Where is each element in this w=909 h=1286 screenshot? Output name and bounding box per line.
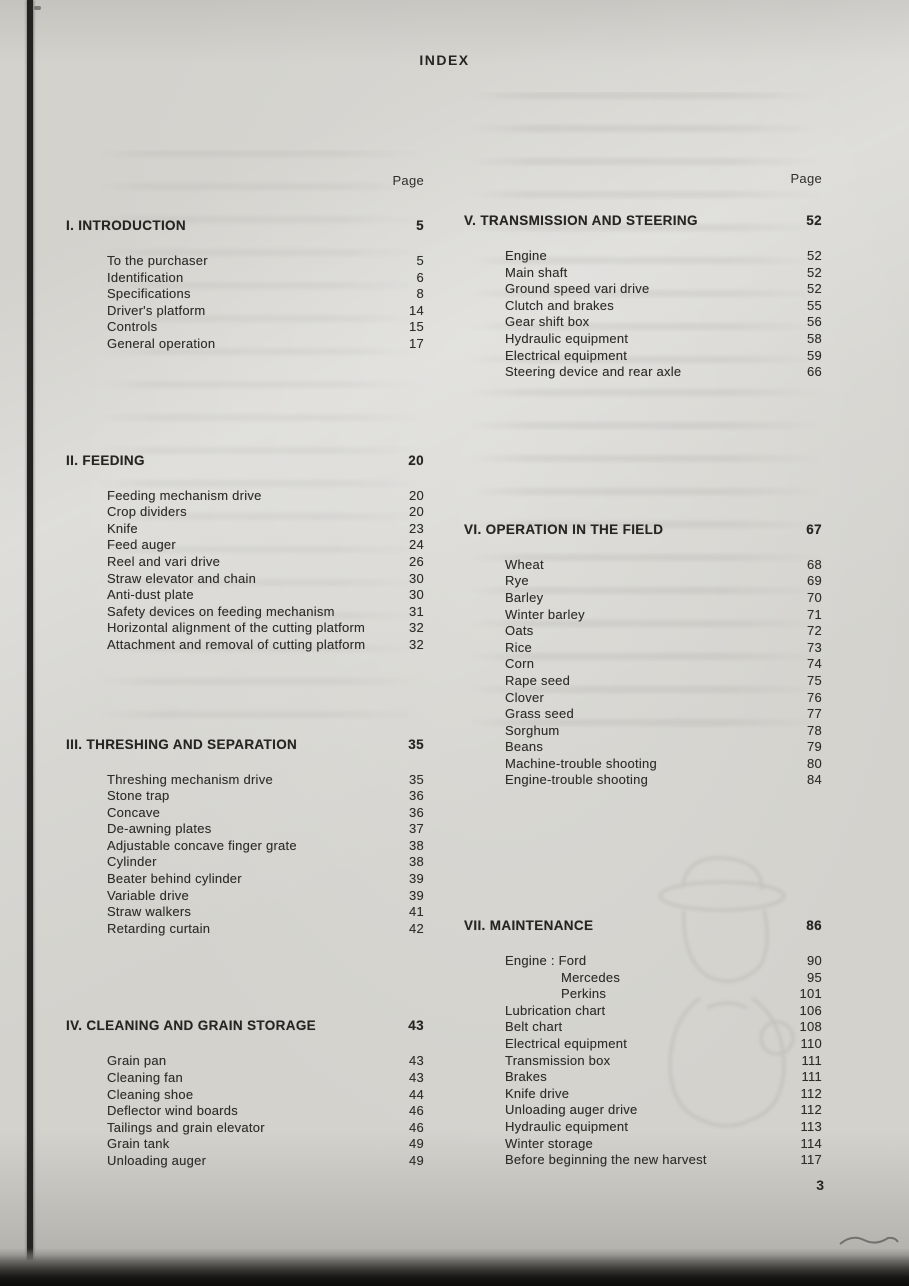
section-title: III. THRESHING AND SEPARATION — [66, 736, 298, 752]
entry-page-number: 32 — [409, 636, 424, 652]
entry-label: Winter barley — [505, 606, 585, 622]
index-entry — [464, 281, 822, 298]
entry-page-number: 106 — [799, 1002, 822, 1018]
entry-page-number: 111 — [801, 1069, 822, 1085]
entry-page-number: 31 — [409, 603, 424, 619]
index-entry — [464, 690, 822, 707]
entry-label: Feed auger — [107, 537, 176, 553]
index-entry — [464, 1136, 822, 1153]
index-entry — [66, 871, 424, 888]
index-entry — [66, 1070, 424, 1087]
entry-page-number: 112 — [800, 1085, 822, 1101]
index-entry — [66, 587, 424, 604]
index-entry — [66, 854, 424, 871]
entry-label: Barley — [505, 589, 544, 605]
index-entry — [66, 571, 424, 588]
scan-speck — [34, 6, 41, 10]
index-entry — [464, 1019, 822, 1036]
section-items — [66, 488, 424, 654]
entry-label: Feeding mechanism drive — [107, 487, 262, 503]
index-entry — [464, 364, 822, 381]
entry-page-number: 41 — [409, 904, 424, 920]
entry-label: Lubrication chart — [505, 1002, 606, 1018]
entry-page-number: 38 — [409, 837, 424, 853]
index-entry — [66, 788, 424, 805]
entry-label: Unloading auger — [107, 1153, 207, 1168]
entry-page-number: 77 — [807, 706, 822, 722]
entry-label: Attachment and removal of cutting platform — [107, 636, 366, 652]
entry-page-number: 35 — [409, 771, 424, 787]
entry-label: Steering device and rear axle — [505, 364, 682, 380]
index-entry — [464, 640, 822, 657]
index-entry — [464, 1069, 822, 1086]
index-column-right — [464, 170, 822, 1169]
entry-page-number: 111 — [801, 1052, 822, 1068]
scan-edge-bottom — [0, 1248, 909, 1286]
entry-page-number: 56 — [807, 314, 822, 330]
index-entry — [66, 1120, 424, 1137]
index-entry — [66, 1136, 424, 1153]
entry-page-number: 5 — [416, 253, 424, 268]
index-entry — [66, 488, 424, 505]
entry-page-number: 68 — [807, 556, 822, 572]
entry-label: Cleaning fan — [107, 1070, 183, 1086]
entry-label: Electrical equipment — [505, 347, 628, 363]
entry-label: Grass seed — [505, 706, 574, 722]
entry-label: Belt chart — [505, 1019, 563, 1035]
page-column-label: Page — [392, 173, 424, 188]
entry-page-number: 59 — [807, 347, 822, 363]
entry-page-number: 32 — [409, 620, 424, 636]
entry-page-number: 72 — [807, 623, 822, 639]
entry-label: Threshing mechanism drive — [107, 771, 273, 787]
entry-page-number: 46 — [409, 1119, 424, 1135]
index-entry — [464, 248, 822, 265]
index-entry — [464, 656, 822, 673]
index-entry — [464, 298, 822, 315]
entry-label: Anti-dust plate — [107, 587, 194, 603]
entry-page-number: 66 — [807, 364, 822, 380]
entry-page-number: 37 — [409, 821, 424, 837]
entry-page-number: 101 — [799, 986, 822, 1002]
entry-page-number: 71 — [807, 606, 822, 622]
entry-page-number: 112 — [800, 1102, 822, 1118]
entry-label: Cylinder — [107, 854, 157, 870]
entry-label: Clutch and brakes — [505, 297, 615, 313]
entry-label: Wheat — [505, 556, 544, 572]
entry-page-number: 15 — [409, 319, 424, 335]
entry-label: Stone trap — [107, 788, 170, 804]
section-title: VII. MAINTENANCE — [464, 918, 594, 934]
index-entry — [464, 953, 822, 970]
section-title: VI. OPERATION IN THE FIELD — [464, 521, 664, 537]
entry-page-number: 17 — [409, 335, 424, 351]
entry-label: Identification — [107, 269, 184, 285]
entry-label: Crop dividers — [107, 504, 187, 520]
index-column-left — [66, 172, 424, 1170]
index-entry — [66, 336, 424, 353]
entry-page-number: 80 — [807, 755, 822, 771]
entry-page-number: 117 — [800, 1152, 822, 1168]
entry-page-number: 30 — [409, 587, 424, 603]
entry-page-number: 43 — [409, 1053, 424, 1069]
entry-label: Winter storage — [505, 1135, 594, 1151]
entry-label: Reel and vari drive — [107, 553, 221, 569]
entry-page-number: 75 — [807, 672, 822, 688]
section-page-number: 5 — [416, 218, 424, 233]
entry-label: Beater behind cylinder — [107, 871, 242, 887]
entry-label: Retarding curtain — [107, 920, 211, 936]
section-items — [66, 1053, 424, 1169]
index-section — [66, 452, 424, 654]
entry-page-number: 73 — [807, 639, 822, 655]
entry-label: Brakes — [505, 1069, 547, 1085]
index-entry — [464, 1036, 822, 1053]
index-entry — [464, 1102, 822, 1119]
index-entry — [464, 1003, 822, 1020]
section-heading — [66, 217, 424, 234]
index-entry — [66, 504, 424, 521]
entry-page-number: 70 — [807, 589, 822, 605]
index-entry — [464, 1053, 822, 1070]
entry-label: Controls — [107, 319, 158, 335]
entry-label: Rape seed — [505, 672, 571, 688]
entry-page-number: 14 — [409, 302, 424, 318]
index-entry — [464, 739, 822, 756]
entry-label: Adjustable concave finger grate — [107, 837, 297, 853]
entry-page-number: 52 — [807, 281, 822, 297]
entry-label: Sorghum — [505, 722, 560, 738]
entry-page-number: 49 — [409, 1153, 424, 1168]
index-entry — [464, 623, 822, 640]
section-title: V. TRANSMISSION AND STEERING — [464, 213, 698, 228]
page-column-label: Page — [790, 171, 822, 186]
section-heading — [464, 212, 822, 229]
index-entry — [464, 557, 822, 574]
entry-label: Electrical equipment — [505, 1036, 628, 1052]
index-entry — [66, 1103, 424, 1120]
entry-label: Main shaft — [505, 264, 568, 280]
entry-page-number: 42 — [409, 920, 424, 936]
index-entry — [66, 921, 424, 938]
entry-page-number: 46 — [409, 1103, 424, 1119]
index-entry — [464, 723, 822, 740]
section-page-number: 43 — [408, 1018, 424, 1034]
entry-page-number: 8 — [416, 286, 424, 302]
entry-label: Horizontal alignment of the cutting platform — [107, 620, 366, 636]
index-section — [464, 212, 822, 381]
index-entry — [66, 1153, 424, 1170]
entry-page-number: 52 — [807, 248, 822, 263]
entry-page-number: 24 — [409, 537, 424, 553]
entry-page-number: 6 — [416, 269, 424, 285]
entry-label: To the purchaser — [107, 253, 208, 268]
index-entry — [464, 772, 822, 789]
entry-label: Hydraulic equipment — [505, 1119, 629, 1134]
entry-label: Cleaning shoe — [107, 1086, 194, 1102]
index-entry — [464, 1119, 822, 1136]
section-heading — [66, 452, 424, 469]
entry-label: Before beginning the new harvest — [505, 1152, 707, 1168]
section-page-number: 67 — [806, 521, 822, 537]
index-entry — [66, 1087, 424, 1104]
entry-label: Hydraulic equipment — [505, 330, 629, 346]
entry-page-number: 26 — [409, 553, 424, 569]
entry-page-number: 74 — [807, 656, 822, 672]
index-entry — [66, 554, 424, 571]
section-items — [464, 953, 822, 1169]
entry-page-number: 95 — [807, 969, 822, 985]
section-items — [464, 557, 822, 789]
entry-label: Knife — [107, 520, 138, 536]
entry-label: Variable drive — [107, 887, 190, 903]
entry-page-number: 30 — [409, 570, 424, 586]
entry-label: Driver's platform — [107, 302, 206, 318]
entry-label: Oats — [505, 623, 534, 639]
section-title: I. INTRODUCTION — [66, 218, 186, 233]
entry-page-number: 55 — [807, 297, 822, 313]
entry-label: Corn — [505, 656, 535, 672]
section-items — [66, 772, 424, 938]
index-entry — [464, 314, 822, 331]
document-title: INDEX — [419, 52, 470, 68]
section-heading — [66, 736, 424, 753]
index-entry — [66, 537, 424, 554]
entry-page-number: 90 — [807, 953, 822, 969]
index-entry — [464, 590, 822, 607]
index-entry — [464, 970, 822, 987]
entry-page-number: 39 — [409, 887, 424, 903]
entry-page-number: 38 — [409, 854, 424, 870]
index-entry — [464, 573, 822, 590]
entry-page-number: 84 — [807, 772, 822, 788]
entry-label: Beans — [505, 739, 544, 755]
section-title: II. FEEDING — [66, 452, 145, 468]
entry-page-number: 20 — [409, 504, 424, 520]
index-entry — [464, 1152, 822, 1169]
entry-page-number: 79 — [807, 739, 822, 755]
entry-label: Grain tank — [107, 1136, 170, 1152]
entry-label: Rye — [505, 573, 529, 589]
index-entry — [66, 805, 424, 822]
section-page-number: 86 — [806, 918, 822, 934]
entry-label: Tailings and grain elevator — [107, 1119, 265, 1135]
entry-label: Straw walkers — [107, 904, 192, 920]
entry-page-number: 114 — [800, 1135, 822, 1151]
entry-label: Engine-trouble shooting — [505, 772, 649, 788]
entry-page-number: 36 — [409, 804, 424, 820]
section-heading — [464, 917, 822, 934]
pen-mark — [838, 1230, 900, 1255]
entry-label: Deflector wind boards — [107, 1103, 238, 1119]
index-entry — [66, 253, 424, 270]
entry-label: Engine : Ford — [505, 953, 587, 969]
index-entry — [66, 286, 424, 303]
entry-label: Ground speed vari drive — [505, 281, 650, 297]
index-entry — [66, 772, 424, 789]
scan-edge-left — [27, 0, 33, 1262]
index-entry — [464, 331, 822, 348]
index-entry — [66, 888, 424, 905]
entry-label: Gear shift box — [505, 314, 590, 330]
entry-label: Knife drive — [505, 1085, 570, 1101]
index-entry — [464, 348, 822, 365]
entry-page-number: 20 — [409, 487, 424, 503]
entry-page-number: 49 — [409, 1136, 424, 1152]
entry-page-number: 52 — [807, 264, 822, 280]
index-entry — [66, 270, 424, 287]
entry-page-number: 113 — [800, 1119, 822, 1134]
index-section — [66, 217, 424, 353]
entry-label: Safety devices on feeding mechanism — [107, 603, 335, 619]
index-entry — [66, 521, 424, 538]
index-entry — [464, 265, 822, 282]
section-title: IV. CLEANING AND GRAIN STORAGE — [66, 1018, 317, 1034]
index-section — [66, 736, 424, 938]
section-page-number: 20 — [408, 452, 424, 468]
entry-page-number: 58 — [807, 330, 822, 346]
section-page-number: 35 — [408, 736, 424, 752]
index-entry — [66, 637, 424, 654]
index-entry — [66, 838, 424, 855]
index-entry — [464, 607, 822, 624]
index-section — [464, 521, 822, 789]
entry-page-number: 44 — [409, 1086, 424, 1102]
index-section — [66, 1017, 424, 1169]
index-entry — [66, 1053, 424, 1070]
entry-page-number: 110 — [800, 1036, 822, 1052]
index-entry — [464, 986, 822, 1003]
entry-page-number: 69 — [807, 573, 822, 589]
entry-page-number: 76 — [807, 689, 822, 705]
entry-page-number: 39 — [409, 871, 424, 887]
entry-page-number: 43 — [409, 1070, 424, 1086]
index-entry — [66, 821, 424, 838]
entry-page-number: 78 — [807, 722, 822, 738]
entry-page-number: 23 — [409, 520, 424, 536]
entry-page-number: 36 — [409, 788, 424, 804]
entry-label: Concave — [107, 804, 161, 820]
entry-label: General operation — [107, 335, 216, 351]
index-entry — [464, 756, 822, 773]
entry-label: Grain pan — [107, 1053, 167, 1069]
index-entry — [464, 673, 822, 690]
section-items — [66, 253, 424, 353]
index-entry — [66, 303, 424, 320]
entry-label: Straw elevator and chain — [107, 570, 257, 586]
entry-label: Specifications — [107, 286, 191, 302]
entry-label: Unloading auger drive — [505, 1102, 638, 1118]
index-entry — [464, 706, 822, 723]
index-entry — [66, 904, 424, 921]
index-entry — [464, 1086, 822, 1103]
page-number: 3 — [816, 1177, 824, 1193]
entry-label: Engine — [505, 248, 547, 263]
entry-label: Transmission box — [505, 1052, 611, 1068]
section-heading — [464, 521, 822, 538]
index-entry — [66, 319, 424, 336]
section-items — [464, 248, 822, 381]
entry-label: Perkins — [561, 986, 607, 1002]
index-entry — [66, 604, 424, 621]
index-section — [464, 917, 822, 1169]
entry-label: Clover — [505, 689, 545, 705]
entry-label: De-awning plates — [107, 821, 212, 837]
entry-label: Mercedes — [561, 969, 621, 985]
section-heading — [66, 1017, 424, 1034]
section-page-number: 52 — [806, 213, 822, 228]
entry-page-number: 108 — [799, 1019, 822, 1035]
entry-label: Machine-trouble shooting — [505, 755, 657, 771]
entry-label: Rice — [505, 639, 533, 655]
index-entry — [66, 620, 424, 637]
